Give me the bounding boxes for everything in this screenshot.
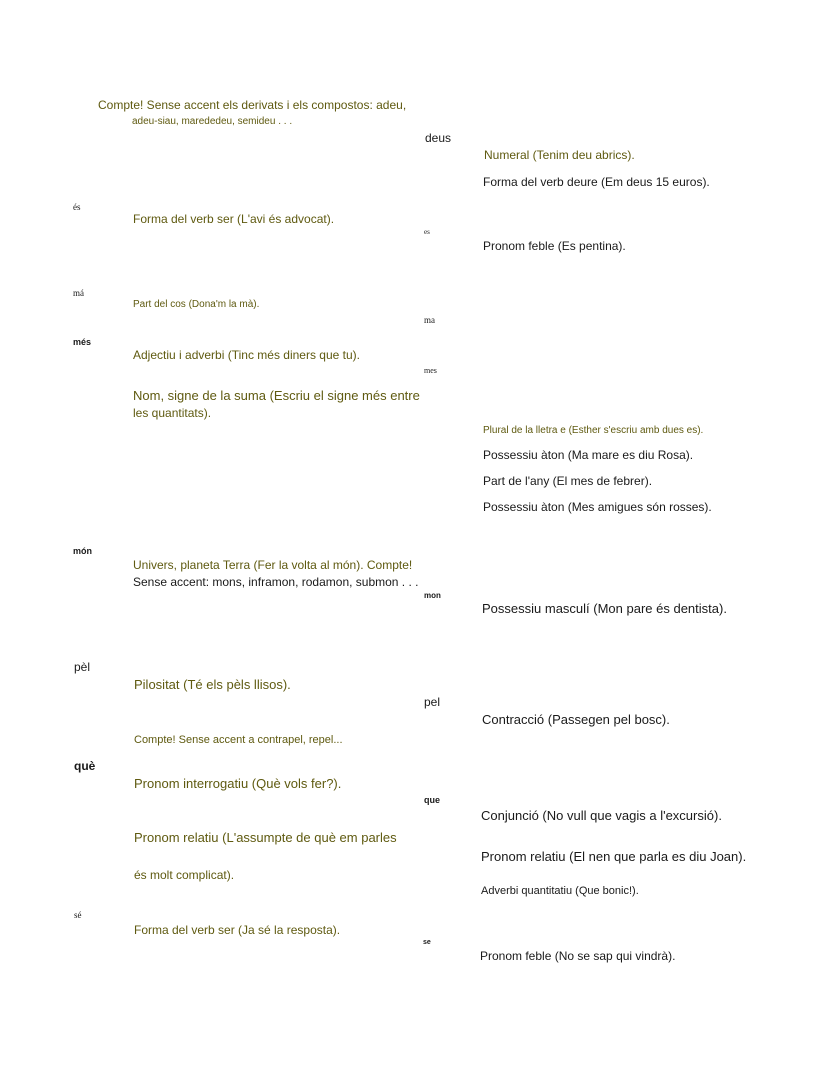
def-mes-nom-suma-cont: les quantitats).: [133, 406, 212, 420]
note-derived-compounds: Compte! Sense accent els derivats i els compostos: adeu,: [98, 98, 407, 112]
def-es-pronom-feble: Pronom feble (Es pentina).: [483, 239, 626, 253]
headword-que-accented: què: [74, 759, 96, 773]
headword-mon: mon: [424, 591, 441, 600]
headword-se: se: [423, 939, 431, 946]
def-es-verb-ser: Forma del verb ser (L'avi és advocat).: [133, 212, 335, 226]
def-mes-plural-lletra: Plural de la lletra e (Esther s'escriu amb dues es).: [483, 425, 704, 436]
headword-pel-accented: pèl: [74, 660, 91, 674]
def-que-interrogatiu: Pronom interrogatiu (Què vols fer?).: [134, 776, 342, 791]
def-pel-contraccio: Contracció (Passegen pel bosc).: [482, 712, 670, 727]
def-se-verb-ser: Forma del verb ser (Ja sé la resposta).: [134, 923, 341, 937]
def-pel-pilositat: Pilositat (Té els pèls llisos).: [134, 677, 291, 692]
def-mon-univers: Univers, planeta Terra (Fer la volta al món). Compte!: [133, 558, 413, 572]
def-deus-numeral: Numeral (Tenim deu abrics).: [484, 148, 635, 162]
headword-mes-accented: més: [73, 337, 92, 347]
def-que-relatiu-cont: és molt complicat).: [134, 868, 235, 882]
def-mes-possessiu-2: Possessiu àton (Mes amigues són rosses).: [483, 500, 712, 514]
headword-pel: pel: [424, 695, 441, 709]
note-derived-compounds-examples: adeu-siau, marededeu, semideu . . .: [132, 116, 293, 127]
headword-ma-accented: má: [73, 288, 84, 298]
headword-mes: mes: [424, 366, 437, 375]
def-mes-possessiu-1: Possessiu àton (Ma mare es diu Rosa).: [483, 448, 694, 462]
def-deus-verb: Forma del verb deure (Em deus 15 euros).: [483, 175, 710, 189]
headword-que: que: [424, 795, 441, 805]
def-mon-possessiu: Possessiu masculí (Mon pare és dentista).: [482, 601, 727, 616]
def-que-relatiu: Pronom relatiu (L'assumpte de què em parles: [134, 830, 397, 845]
headword-se-accented: sé: [74, 910, 82, 920]
def-se-pronom-feble: Pronom feble (No se sap qui vindrà).: [480, 949, 676, 963]
def-mes-nom-suma: Nom, signe de la suma (Escriu el signe més entre: [133, 388, 420, 403]
def-mes-part-any: Part de l'any (El mes de febrer).: [483, 474, 653, 488]
def-mes-adjectiu: Adjectiu i adverbi (Tinc més diners que tu).: [133, 348, 360, 362]
def-que-pronom-relatiu: Pronom relatiu (El nen que parla es diu Joan).: [481, 849, 747, 864]
note-pel-sense-accent: Compte! Sense accent a contrapel, repel...: [134, 734, 343, 746]
headword-deus: deus: [425, 131, 452, 145]
def-ma-part-cos: Part del cos (Dona'm la mà).: [133, 299, 260, 310]
headword-es: es: [424, 228, 430, 236]
def-mon-univers-cont: Sense accent: mons, inframon, rodamon, submon . . .: [133, 575, 419, 589]
headword-es-accented: és: [73, 202, 81, 212]
def-que-conjuncio: Conjunció (No vull que vagis a l'excursió).: [481, 808, 722, 823]
headword-mon-accented: món: [73, 546, 92, 556]
headword-ma: ma: [424, 315, 435, 325]
def-que-adverbi: Adverbi quantitatiu (Que bonic!).: [481, 885, 639, 897]
